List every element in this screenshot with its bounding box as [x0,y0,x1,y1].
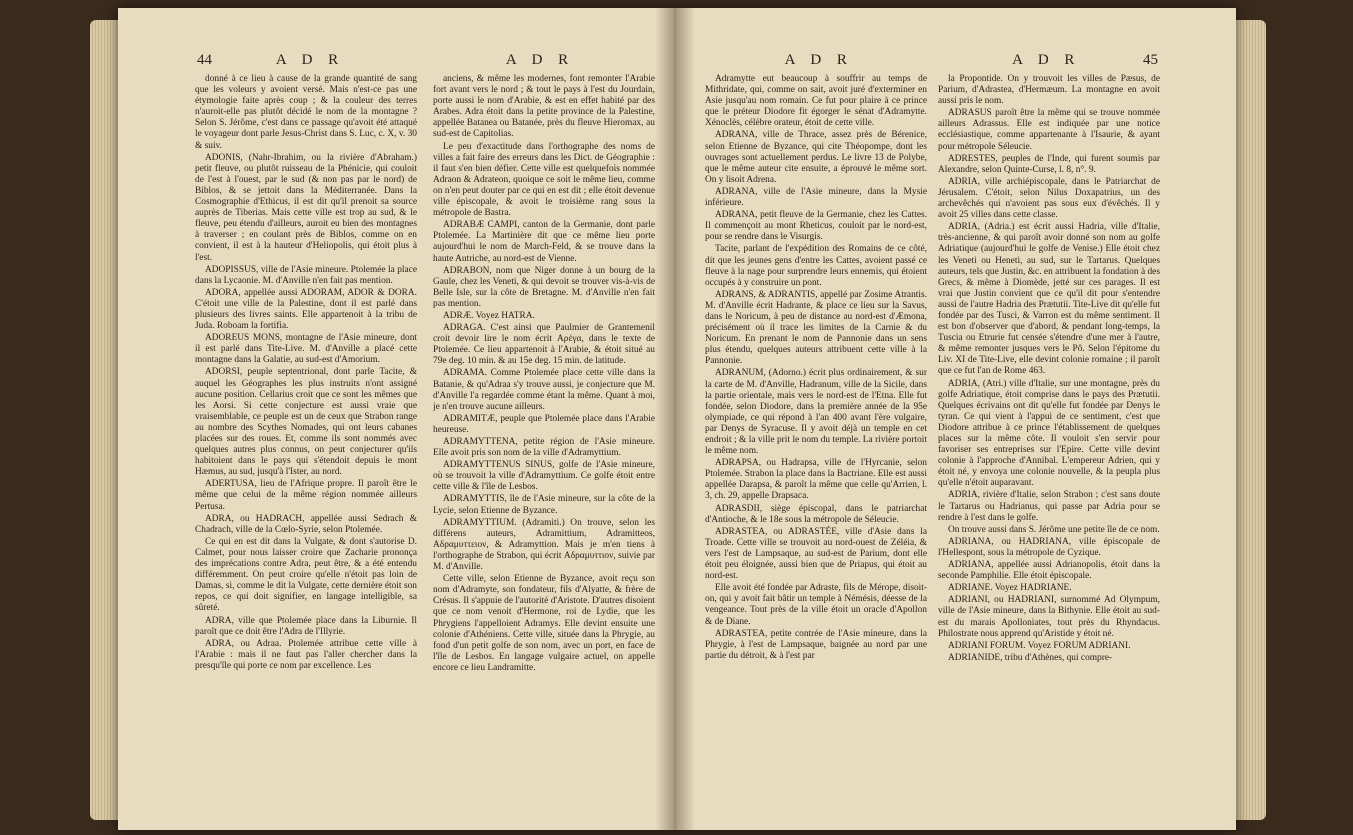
text-column [195,74,417,804]
dictionary-entry: ADRIANA, ou HADRIANA, ville épiscopale de l'Hellespont, sous la métropole de Cyzique. [938,536,1160,558]
dictionary-entry: ADRAMITÆ, peuple que Ptolemée place dans l'Arabie heureuse. [433,413,655,435]
dictionary-entry: ADOPISSUS, ville de l'Asie mineure. Ptolemée la place dans la Lycaonie. M. d'Anville n'en fait pas mention. [195,264,417,286]
dictionary-entry: ADRIANA, appellée aussi Adrianopolis, étoit dans la seconde Pamphilie. Elle étoit épiscopale. [938,560,1160,582]
dictionary-entry: Adramytte eut beaucoup à souffrir au temps de Mithridate, qui, comme on sait, avoit juré d'exterminer en Asie jusqu'au nom romain. Ce fut pour plaire à ce prince que le préteur Diodore fit égorger le sénat d'Adramytte. Xénoclès, célèbre orateur, étoit de cette ville. [705,74,927,129]
dictionary-entry: ADRASDII, siège épiscopal, dans le patriarchat d'Antioche, & le 18e sous la métropole de Séleucie. [705,503,927,525]
running-header [705,52,1160,74]
dictionary-entry: ADRASTEA, petite contrée de l'Asie mineure, dans la Phrygie, à l'est de Lampsaque, baignée au nord par une partie du détroit, & à l'est par [705,628,927,661]
page-number: 44 [197,52,212,68]
dictionary-entry: ADRÆ. Voyez HATRA. [443,310,535,321]
header-word: A D R [275,52,345,68]
dictionary-entry: ADRANS, & ADRANTIS, appellé par Zosime Atrantis. M. d'Anville écrit Hadrante, & place ce lieu sur la Savus, dans le Noricum, à peu de distance au nord-est d'Æmona, précisément où il trace les limites de la Carnie & du Noricum. En prenant le nom de Pannonie dans un sens plus étendu, quelques auteurs attribuent cette ville à la Pannonie. [705,289,927,367]
page-number: 45 [1143,52,1158,68]
dictionary-entry: ADRIANI FORUM. Voyez FORUM ADRIANI. [948,640,1131,651]
text-column [433,74,655,804]
dictionary-entry: Le peu d'exactitude dans l'orthographe des noms de villes a fait faire des erreurs dans les Dict. de Géographie : il faut s'en bien défier. Cette ville est quelquefois nommée Adraon & Adrateon, quoique ce soit le même lieu, comme on n'en peut douter par ce qui en est dit ; elle étoit devenue ville épiscopale, & avoit le troisième rang sous la métropole de Bastra. [433,141,655,219]
dictionary-entry: ADRA, ou HADRACH, appellée aussi Sedrach & Chadrach, ville de la Cœlo-Syrie, selon Ptolemée. [195,513,417,535]
dictionary-entry: Tacite, parlant de l'expédition des Romains de ce côté, dit que les jeunes gens d'entre les Cattes, avoient passé ce fleuve à la nage pour surprendre leurs ennemis, qui étoient occupés à y construire un pont. [705,244,927,288]
dictionary-entry: ADRIA, rivière d'Italie, selon Strabon ; c'est sans doute le Tartarus ou Hadrianus, qui passe par Adria pour se rendre à l'est dans le golfe. [938,490,1160,523]
dictionary-entry: ADRASUS paroît être la même qui se trouve nommée ailleurs Adrassus. Elle est indiquée par une notice ecclésiastique, comme appartenante à l'Isaurie, & ayant pour métropole Séleucie. [938,108,1160,152]
dictionary-entry: ADRANA, ville de Thrace, assez près de Bérenice, selon Etienne de Byzance, qui cite Théopompe, dont les ouvrages sont actuellement perdus. Le livre 13 de Polybe, que le même auteur cite ensuite, a éprouvé le même sort. On y lisoit Adrena. [705,130,927,185]
dictionary-entry: ADRANUM, (Adorno.) écrit plus ordinairement, & sur la carte de M. d'Anville, Hadranum, ville de la Sicile, dans la partie orientale, mais vers le nord-est de l'Etna. Elle fut fondée, selon Diodore, dans la première année de la 95e olympiade, ce qui répond à l'an 400 avant l'ère vulgaire, par Denys de Syracuse. Il y avoit déjà un temple en cet endroit ; & la ville prit le nom du temple. La rivière portoit le même nom. [705,368,927,457]
dictionary-entry: anciens, & même les modernes, font remonter l'Arabie fort avant vers le nord ; & tout le pays à l'est du Jourdain, porte aussi le nom d'Arabie, & est en effet habité par des Arabes. Adra étoit dans la petite province de la Palestine, appellée Batanea ou Batanée, près du fleuve Hieromax, au sud-est de Capitolias. [433,74,655,140]
dictionary-entry: ADRIANIDE, tribu d'Athènes, qui compre- [948,652,1113,663]
dictionary-entry: Cette ville, selon Etienne de Byzance, avoit reçu son nom d'Adramyte, son fondateur, fils d'Alyatte, & frère de Crésus. Il s'appuie de l'autorité d'Aristote. D'autres disoient que ce nom venoit d'Hermone, roi de Lydie, que les Phrygiens l'appelloient Adramys. Elle devint ensuite une colonie d'Athéniens. Cette ville, située dans la Phrygie, au fond d'un petit golfe de son nom, avec un port, en face de l'île de Lesbos. En langage vulgaire actuel, on appelle encore ce lieu Landramitte. [433,574,655,673]
dictionary-entry: Elle avoit été fondée par Adraste, fils de Mérope, disoit-on, qui y avoit fait bâtir un temple à Némésis, déesse de la vengeance. Tout près de la ville étoit un oracle d'Apollon & de Diane. [705,583,927,627]
dictionary-entry: ADRAMYTTIS, île de l'Asie mineure, sur la côte de la Lycie, selon Etienne de Byzance. [433,494,655,516]
text-column [705,74,927,804]
dictionary-entry: Ce qui en est dit dans la Vulgate, & dont s'autorise D. Calmet, pour nous laisser croire que Zacharie prononça des imprécations contre Adra, peut être, & a été entendu différemment. On peut croire qu'elle n'étoit pas loin de Damas, si, comme le dit la Vulgate, cette dernière étoit son repos, ce qui doit signifier, en langage intelligible, sa sûreté. [195,536,417,614]
dictionary-entry: ADRAMYTTENUS SINUS, golfe de l'Asie mineure, où se trouvoit la ville d'Adramyttium. Ce golfe étoit entre cette ville & l'île de Lesbos. [433,460,655,493]
dictionary-entry: ADRA, ville que Ptolemée place dans la Liburnie. Il paroît que ce doit être l'Adra de l'Illyrie. [195,615,417,637]
dictionary-entry: ADORSI, peuple septentrional, dont parle Tacite, & auquel les Géographes les plus instruits n'ont assigné aucune position. Cellarius croit que ce sont les mêmes que les Aorsi. Si cette conjecture est aussi vraie que vraisemblable, ce peuple est un de ceux que Strabon range au nombre des Scythes Nomades, qui ont leurs cabanes placées sur des roues. Et, comme ils sont nommés avec quelques autres plus connus, on peut conjecturer qu'ils habitoient dans le pays qui s'étendoit depuis le mont Hæmus, au sud, jusqu'à l'Ister, au nord. [195,367,417,478]
page-edges-right [1232,20,1266,820]
dictionary-entry: donné à ce lieu à cause de la grande quantité de sang que les voleurs y avoient versé. Mais n'est-ce pas une étymologie faite après coup ; & la couleur des terres n'auroit-elle pas plutôt décidé le nom de la montagne ? Selon S. Jérôme, c'est dans ce passage qu'avoit été attaqué le voyageur dont parle Jesus-Christ dans S. Luc, c. X, v. 30 & suiv. [195,74,417,151]
dictionary-entry: ADRABÆ CAMPI, canton de la Germanie, dont parle Ptolemée. La Martinière dit que ce même lieu porte aujourd'hui le nom de March-Feld, & se trouve dans la haute Autriche, au nord-est de Vienne. [433,220,655,264]
dictionary-entry: ADRIA, ville archiépiscopale, dans le Patriarchat de Jérusalem. C'étoit, selon Nilus Doxapatrius, un des archevêchés qui n'avoient pas sous eux d'évêchés. Il y avoit 25 villes dans cette classe. [938,176,1160,221]
left-page [195,52,655,804]
dictionary-entry: ADOREUS MONS, montagne de l'Asie mineure, dont il est parlé dans Tite-Live. M. d'Anville a placé cette montagne dans la Galatie, au sud-est d'Amorium. [195,333,417,366]
dictionary-entry: ADRAPSA, ou Hadrapsa, ville de l'Hyrcanie, selon Ptolemée. Strabon la place dans la Bactriane. Elle est aussi appellée Darapsa, & paroît la même que celle qu'Arrien, l. 3, ch. 29, appelle Drapsaca. [705,458,927,502]
dictionary-entry: ADRIA, (Adria.) est écrit aussi Hadria, ville d'Italie, très-ancienne, & qui paroît avoir donné son nom au golfe Adriatique (aujourd'hui le golfe de Venise.) Elle étoit chez les Veneti ou Heneti, au sud, sur le Tartarus. Quelques auteurs, tels que Justin, &c. en attribuent la fondation à des Grecs, & même à Diomède, jetté sur ces parages. Il est vrai que Justin convient que ce qu'il dit pour s'entendre aussi de l'autre Hadria des Prætutii. Tite-Live dit qu'elle fut fondée par des Tusci, & Varron est du même sentiment. Il est bon d'observer que d'abord, & pendant long-temps, la Tuscia ou Etrurie fut censée s'étendre d'une mer à l'autre, & même remonter jusques vers le Pô. Selon l'épitome du Liv. XI de Tite-Live, elle devint colonie romaine ; il paroît que ce fut l'an de Rome 463. [938,222,1160,377]
running-header [195,52,655,74]
dictionary-entry: ADONIS, (Nahr-Ibrahim, ou la rivière d'Abraham.) petit fleuve, ou plutôt ruisseau de la Phénicie, qui couloit de l'est à l'ouest, par le sud (& non pas par le nord) de Biblos, & se jettoit dans la Méditerranée. Dans la Cosmographie d'Ethicus, il est dit qu'il prenoit sa source auprès de Tiberias. Mais cette ville est trop au sud, & le fleuve, peu étendu d'ailleurs, auroit eu bien des montagnes à traverser ; en coulant près de Biblos, comme on en convient, il est à la hauteur d'Heliopolis, qui étoit plus à l'est. [195,152,417,263]
header-word: A D R [1012,52,1081,68]
right-page [705,52,1160,804]
dictionary-entry: ADRAMYTTIUM. (Adramiti.) On trouve, selon les différens auteurs, Adramittium, Adramitteos, Αδραμυττειον, & Adramyttion. Mais je m'en tiens à l'orthographe de Strabon, qui écrit Αδραμυττιον, suivie par M. d'Anville. [433,517,655,573]
dictionary-entry: ADRASTEA, ou ADRASTÉE, ville d'Asie dans la Troade. Cette ville se trouvoit au nord-ouest de Zéléia, & vers l'est de Lampsaque, au sud-est de Parium, dont elle étoit peu éloignée, aussi bien que de Priapus, qui étoit au nord-est. [705,526,927,582]
header-word: A D R [505,52,575,68]
book-gutter [655,8,695,830]
dictionary-entry: ADRAGA. C'est ainsi que Paulmier de Grantemenil croit devoir lire le nom écrit Αρέγα, dans le texte de Ptolemée. Ce lieu appartenoit à l'Arabie, & étoit situé au 79e deg. 10 min. & au 15e deg. 15 min. de latitude. [433,323,655,367]
dictionary-entry: ADERTUSA, lieu de l'Afrique propre. Il paroît être le même que celui de la même région nommée ailleurs Pertusa. [195,479,417,512]
text-column [938,74,1160,804]
dictionary-entry: ADRIA, (Atri.) ville d'Italie, sur une montagne, près du golfe Adriatique, étoit comprise dans le pays des Prætutii. Quelques écrivains ont dit qu'elle fut fondée par Denys le tyran. Ce qui vient à l'appui de ce sentiment, c'est que Diodore attribue à ce prince l'établissement de quelques places sur la même côte. Il vouloit s'en servir pour favoriser ses entreprises sur l'Epire. Cette ville devint colonie à l'approche d'Annibal. L'empereur Adrien, qui y étoit né, y envoya une colonie nouvelle, & la peupla plus qu'elle n'étoit auparavant. [938,378,1160,489]
dictionary-entry: ADRIANI, ou HADRIANI, surnommé Ad Olympum, ville de l'Asie mineure, dans la Bithynie. Elle étoit au sud-est du marais Apolloniates, tout près du Rhyndacus. Philostrate nous apprend qu'Aristide y étoit né. [938,595,1160,639]
dictionary-entry: ADRIANE. Voyez HADRIANE. [948,583,1072,594]
header-word: A D R [784,52,853,68]
dictionary-entry: ADRANA, petit fleuve de la Germanie, chez les Cattes. Il commençoit au mont Rheticus, couloit par le nord-est, pour se rendre dans le Visurgis. [705,210,927,243]
dictionary-entry: ADRAMA. Comme Ptolemée place cette ville dans la Batanie, & qu'Adraa s'y trouve aussi, je conjecture que M. d'Anville l'a regardée comme étant la même. Quant à moi, je n'en trouve aucune ailleurs. [433,368,655,412]
dictionary-entry: ADORA, appellée aussi ADORAM, ADOR & DORA. C'étoit une ville de la Palestine, dont il est parlé dans plusieurs des livres saints. Elle appartenoit à la tribu de Juda. Roboam la fortifia. [195,287,417,332]
dictionary-entry: ADRESTES, peuples de l'Inde, qui furent soumis par Alexandre, selon Quinte-Curse, l. 8, n°. 9. [938,153,1160,175]
dictionary-entry: On trouve aussi dans S. Jérôme une petite île de ce nom. [948,524,1160,535]
dictionary-entry: ADRAMYTTENA, petite région de l'Asie mineure. Elle avoit pris son nom de la ville d'Adramyttium. [433,437,655,459]
dictionary-entry: ADRABON, nom que Niger donne à un bourg de la Gaule, chez les Veneti, & qui devoit se trouver vis-à-vis de Belle Isle, sur la côte de Bretagne. M. d'Anville n'en fait pas mention. [433,265,655,309]
dictionary-entry: ADRANA, ville de l'Asie mineure, dans la Mysie inférieure. [705,186,927,209]
dictionary-entry: ADRA, ou Adraa. Ptolemée attribue cette ville à l'Arabie : mais il ne faut pas l'aller chercher dans la presqu'île qui porte ce nom par excellence. Les [195,638,417,671]
dictionary-entry: la Propontide. On y trouvoit les villes de Pæsus, de Parium, d'Adrastea, d'Hermæum. La montagne en avoit aussi pris le nom. [938,74,1160,107]
